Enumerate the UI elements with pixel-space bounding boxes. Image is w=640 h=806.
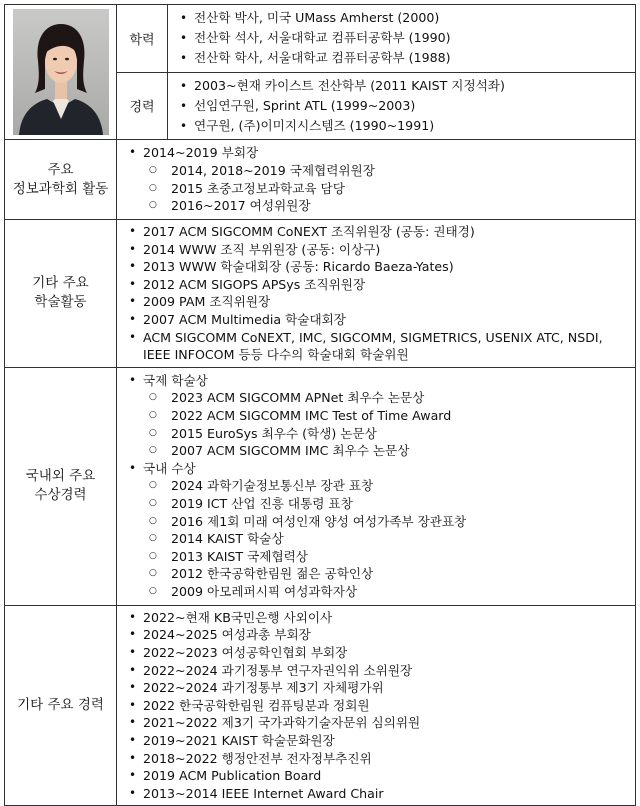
kiise-cell <box>117 140 636 220</box>
academic-label-line2: 학술활동 <box>34 294 87 311</box>
academic-item: • 2014 WWW 조직 부위원장 (공동: 이상구) <box>123 241 631 259</box>
other-career-item: • 2022~2023 여성공학인협회 부회장 <box>123 644 631 662</box>
intl-award-item: ○ 2023 ACM SIGCOMM APNet 최우수 논문상 <box>123 389 631 407</box>
career-item: • 2003~현재 카이스트 전산학부 (2011 KAIST 지정석좌) <box>174 76 631 96</box>
domestic-award-item: ○ 2014 KAIST 학술상 <box>123 530 631 548</box>
domestic-award-item: ○ 2012 한국공학한림원 젊은 공학인상 <box>123 565 631 583</box>
education-item: • 전산학 석사, 서울대학교 컴퓨터공학부 (1990) <box>174 28 631 48</box>
career-cell <box>168 72 636 140</box>
other-career-item: • 2013~2014 IEEE Internet Award Chair <box>123 785 631 803</box>
academic-item: • 2017 ACM SIGCOMM CoNEXT 조직위원장 (공동: 권태경) <box>123 223 631 241</box>
career-item: • 선임연구원, Sprint ATL (1999~2003) <box>174 96 631 116</box>
domestic-awards-heading: • 국내 수상 <box>123 460 631 478</box>
kiise-label <box>5 140 117 220</box>
intl-award-item: ○ 2022 ACM SIGCOMM IMC Test of Time Award <box>123 407 631 425</box>
other-career-item: • 2022~2024 과기정통부 제3기 자체평가위 <box>123 679 631 697</box>
academic-item: • 2007 ACM Multimedia 학술대회장 <box>123 311 631 329</box>
kiise-label-line1: 주요 <box>47 161 74 178</box>
domestic-award-item: ○ 2016 제1회 미래 여성인재 양성 여성가족부 장관표창 <box>123 513 631 531</box>
academic-item: • 2012 ACM SIGOPS APSys 조직위원장 <box>123 276 631 294</box>
education-item: • 전산학 박사, 미국 UMass Amherst (2000) <box>174 8 631 28</box>
other-career-cell <box>117 605 636 806</box>
education-cell <box>168 5 636 73</box>
academic-item: • 2013 WWW 학술대회장 (공동: Ricardo Baeza-Yates) <box>123 258 631 276</box>
intl-award-item: ○ 2007 ACM SIGCOMM IMC 최우수 논문상 <box>123 442 631 460</box>
kiise-main-item: • 2014~2019 부회장 <box>123 144 631 162</box>
intl-awards-heading: • 국제 학술상 <box>123 372 631 390</box>
other-career-item: • 2022~2024 과기정통부 연구자권익위 소위원장 <box>123 662 631 680</box>
domestic-award-item: ○ 2013 KAIST 국제협력상 <box>123 548 631 566</box>
domestic-award-item: ○ 2024 과학기술정보통신부 장관 표창 <box>123 477 631 495</box>
kiise-sub-item: ○ 2015 초중고정보과학교육 담당 <box>123 180 631 198</box>
other-career-item: • 2021~2022 제3기 국가과학기술자문위 심의위원 <box>123 714 631 732</box>
career-item: • 연구원, (주)이미지시스템즈 (1990~1991) <box>174 116 631 136</box>
career-label: 경력 <box>117 72 168 140</box>
academic-label-line1: 기타 주요 <box>32 275 89 292</box>
academic-label <box>5 220 117 368</box>
other-career-item: • 2019~2021 KAIST 학술문화원장 <box>123 732 631 750</box>
domestic-award-item: ○ 2009 아모레퍼시픽 여성과학자상 <box>123 583 631 601</box>
other-career-item: • 2024~2025 여성과총 부회장 <box>123 626 631 644</box>
awards-label-line2: 수상경력 <box>34 487 87 504</box>
awards-label <box>5 367 117 605</box>
profile-table <box>4 4 636 806</box>
awards-cell <box>117 367 636 605</box>
other-career-item: • 2022 한국공학한림원 컴퓨팅분과 정회원 <box>123 697 631 715</box>
other-career-item: • 2022~현재 KB국민은행 사외이사 <box>123 609 631 627</box>
profile-photo <box>13 9 109 135</box>
domestic-award-item: ○ 2019 ICT 산업 진흥 대통령 표창 <box>123 495 631 513</box>
education-item: • 전산학 학사, 서울대학교 컴퓨터공학부 (1988) <box>174 48 631 68</box>
other-career-label: 기타 주요 경력 <box>5 605 117 806</box>
photo-cell <box>5 5 117 140</box>
academic-item-committees: • ACM SIGCOMM CoNEXT, IMC, SIGCOMM, SIGMETRICS, USENIX ATC, NSDI, IEEE INFOCOM 등등 다수의 학술대회 학술위원 <box>123 329 631 364</box>
awards-label-line1: 국내외 주요 <box>25 468 96 485</box>
other-career-item: • 2019 ACM Publication Board <box>123 767 631 785</box>
kiise-sub-item: ○ 2016~2017 여성위원장 <box>123 197 631 215</box>
education-label: 학력 <box>117 5 168 73</box>
kiise-sub-item: ○ 2014, 2018~2019 국제협력위원장 <box>123 162 631 180</box>
kiise-label-line2: 정보과학회 활동 <box>12 180 109 197</box>
academic-cell <box>117 220 636 368</box>
academic-item: • 2009 PAM 조직위원장 <box>123 293 631 311</box>
intl-award-item: ○ 2015 EuroSys 최우수 (학생) 논문상 <box>123 425 631 443</box>
other-career-item: • 2018~2022 행정안전부 전자정부추진위 <box>123 750 631 768</box>
